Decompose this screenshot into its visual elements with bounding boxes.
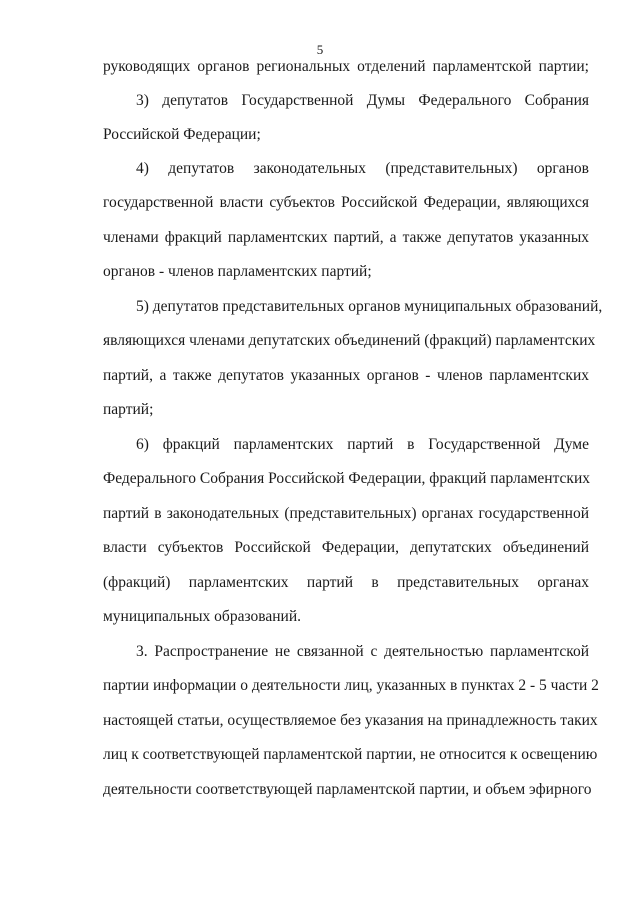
text-line: членами фракций парламентских партий, а также депутатов указанных <box>103 229 589 246</box>
text-line: 3. Распространение не связанной с деятельностью парламентской <box>136 643 589 660</box>
text-line: власти субъектов Российской Федерации, депутатских объединений <box>103 539 589 556</box>
text-line: партий; <box>103 401 154 418</box>
text-line: муниципальных образований. <box>103 608 301 625</box>
text-line: 5) депутатов представительных органов муниципальных образований, <box>136 298 603 315</box>
text-line: Российской Федерации; <box>103 126 261 143</box>
page-number: 5 <box>316 42 324 57</box>
text-line: 6) фракций парламентских партий в Государственной Думе <box>136 436 589 453</box>
text-line: партий в законодательных (представительных) органах государственной <box>103 505 589 522</box>
text-line: 4) депутатов законодательных (представительных) органов <box>136 160 589 177</box>
text-line: настоящей статьи, осуществляемое без указания на принадлежность таких <box>103 712 598 729</box>
text-line: органов - членов парламентских партий; <box>103 263 372 280</box>
text-line: государственной власти субъектов Российской Федерации, являющихся <box>103 194 589 211</box>
text-line: партий, а также депутатов указанных органов - членов парламентских <box>103 367 589 384</box>
text-line: (фракций) парламентских партий в представительных органах <box>103 574 589 591</box>
text-line: являющихся членами депутатских объединений (фракций) парламентских <box>103 332 596 349</box>
text-line: лиц к соответствующей парламентской партии, не относится к освещению <box>103 746 598 763</box>
text-line: партии информации о деятельности лиц, указанных в пунктах 2 - 5 части 2 <box>103 677 599 694</box>
text-line: 3) депутатов Государственной Думы Федерального Собрания <box>136 92 589 109</box>
text-line: руководящих органов региональных отделений парламентской партии; <box>103 58 589 75</box>
text-line: деятельности соответствующей парламентской партии, и объем эфирного <box>103 781 592 798</box>
text-line: Федерального Собрания Российской Федерации, фракций парламентских <box>103 470 591 487</box>
